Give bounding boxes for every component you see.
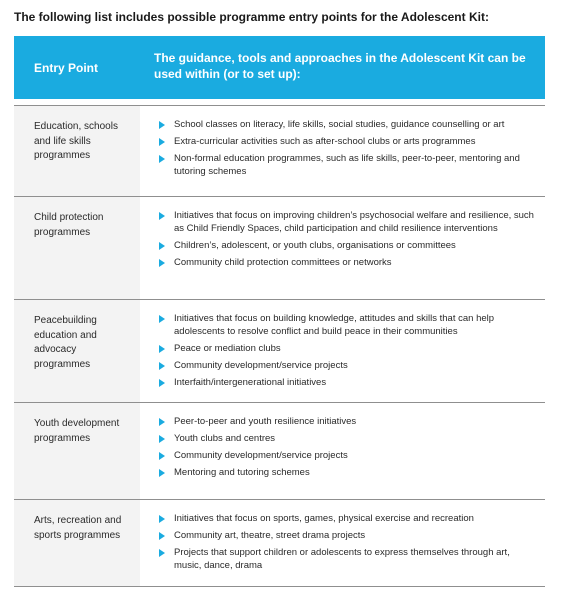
bullet-arrow-icon [159, 138, 165, 146]
table-row [14, 299, 545, 402]
list-item: Youth clubs and centres [158, 432, 539, 445]
table-row [14, 196, 545, 299]
header-guidance: The guidance, tools and approaches in the Adolescent Kit can be used within (or to set up): [154, 51, 526, 81]
list-item: Initiatives that focus on sports, games, physical exercise and recreation [158, 512, 539, 525]
entry-point-cell: Arts, recreation and sports programmes [14, 500, 140, 586]
entry-point-cell: Education, schools and life skills programmes [14, 106, 140, 196]
bullet-arrow-icon [159, 121, 165, 129]
list-item: Projects that support children or adolescents to express themselves through art, music, dance, drama [158, 546, 539, 572]
entry-point-cell: Youth development programmes [14, 403, 140, 499]
bullet-arrow-icon [159, 212, 165, 220]
header-entry-point: Entry Point [34, 60, 99, 75]
table-row [14, 105, 545, 196]
list-item: Mentoring and tutoring schemes [158, 466, 539, 479]
entry-points-table [14, 36, 545, 587]
list-item: Non-formal education programmes, such as life skills, peer-to-peer, mentoring and tutoring schemes [158, 152, 539, 178]
bullet-arrow-icon [159, 515, 165, 523]
items-cell [140, 106, 545, 196]
list-item: Community child protection committees or networks [158, 256, 539, 269]
bullet-arrow-icon [159, 155, 165, 163]
list-item: Children’s, adolescent, or youth clubs, organisations or committees [158, 239, 539, 252]
list-item: School classes on literacy, life skills, social studies, guidance counselling or art [158, 118, 539, 131]
bullet-arrow-icon [159, 259, 165, 267]
items-cell [140, 403, 545, 499]
bullet-arrow-icon [159, 469, 165, 477]
list-item: Interfaith/intergenerational initiatives [158, 376, 539, 389]
table-header [14, 36, 545, 99]
bullet-arrow-icon [159, 435, 165, 443]
list-item: Community development/service projects [158, 449, 539, 462]
entry-point-cell: Child protection programmes [14, 197, 140, 299]
items-cell [140, 300, 545, 402]
list-item: Community art, theatre, street drama projects [158, 529, 539, 542]
bullet-arrow-icon [159, 452, 165, 460]
table-row [14, 499, 545, 587]
list-item: Initiatives that focus on building knowledge, attitudes and skills that can help adolescents to resolve conflict and build peace in their communities [158, 312, 539, 338]
list-item: Peer-to-peer and youth resilience initiatives [158, 415, 539, 428]
bullet-arrow-icon [159, 362, 165, 370]
bullet-arrow-icon [159, 532, 165, 540]
bullet-arrow-icon [159, 418, 165, 426]
list-item: Initiatives that focus on improving children’s psychosocial welfare and resilience, such as Child Friendly Spaces, child participation and child resilience interventions [158, 209, 539, 235]
intro-text: The following list includes possible programme entry points for the Adolescent Kit: [14, 10, 489, 24]
bullet-arrow-icon [159, 242, 165, 250]
bullet-arrow-icon [159, 379, 165, 387]
list-item: Peace or mediation clubs [158, 342, 539, 355]
bullet-arrow-icon [159, 345, 165, 353]
items-cell [140, 500, 545, 586]
list-item: Extra-curricular activities such as after-school clubs or arts programmes [158, 135, 539, 148]
bullet-arrow-icon [159, 549, 165, 557]
bullet-arrow-icon [159, 315, 165, 323]
items-cell [140, 197, 545, 299]
entry-point-cell: Peacebuilding education and advocacy programmes [14, 300, 140, 402]
table-row [14, 402, 545, 499]
list-item: Community development/service projects [158, 359, 539, 372]
